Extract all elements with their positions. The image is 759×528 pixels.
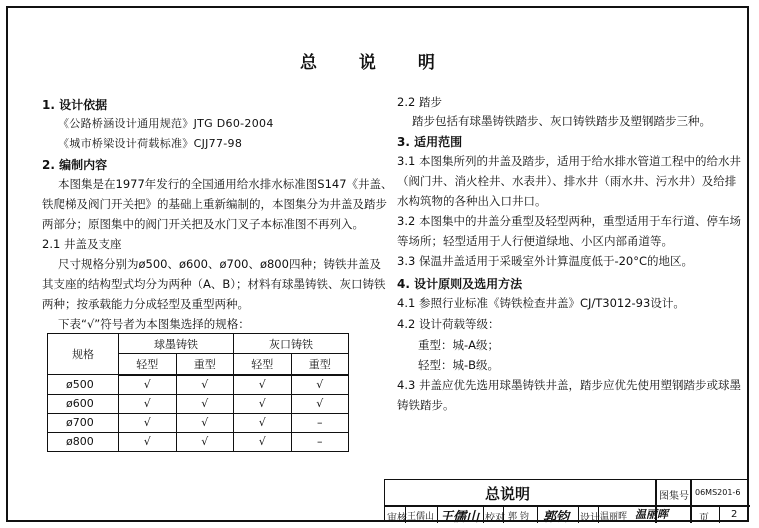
spec-table <box>47 333 349 452</box>
page-title: 总 说 明 <box>300 53 453 73</box>
check-cell: √ <box>176 375 234 395</box>
light-header: 轻型 <box>119 354 177 375</box>
atlas-number: 06MS201-6 <box>695 488 741 497</box>
group-gray-iron-header: 灰口铸铁 <box>234 334 349 354</box>
check-signature: 郭钧 <box>543 510 570 525</box>
section-3-heading: 3. 适用范围 <box>397 135 463 149</box>
section-2-1-line-3: 两种；按承载能力分成轻型及重型两种。 <box>42 297 249 311</box>
check-cell: √ <box>291 394 349 413</box>
page-number: 2 <box>731 509 738 520</box>
check-cell: – <box>291 432 349 451</box>
table-row <box>48 432 349 451</box>
section-2-2-line-1: 踏步包括有球墨铸铁踏步、灰口铸铁踏步及塑钢踏步三种。 <box>412 114 711 128</box>
size-cell: ø700 <box>48 413 119 432</box>
check-cell: √ <box>119 394 177 413</box>
section-3-1-line-3: 水构筑物的各种出入口井口。 <box>397 194 547 208</box>
section-4-heading: 4. 设计原则及选用方法 <box>397 277 523 291</box>
review-name: 王儒山 <box>407 512 435 522</box>
light-header: 轻型 <box>234 354 292 375</box>
design-label: 设计 <box>580 513 600 524</box>
drawing-title: 总说明 <box>485 485 531 503</box>
check-cell: √ <box>176 432 234 451</box>
section-2-line-2: 铁爬梯及阀门开关把》的基础上重新编制的，本图集分为井盖及踏步 <box>42 197 387 211</box>
check-cell: √ <box>234 375 292 395</box>
table-row <box>48 413 349 432</box>
heavy-header: 重型 <box>291 354 349 375</box>
check-cell: √ <box>234 413 292 432</box>
section-2-line-1: 本图集是在1977年发行的全国通用给水排水标准图S147《井盖、 <box>58 177 393 191</box>
review-signature: 王儒山 <box>440 510 480 525</box>
section-4-1-line: 4.1 参照行业标准《铸铁检查井盖》CJ/T3012-93设计。 <box>397 296 685 310</box>
reference-2: 《城市桥梁设计荷载标准》CJJ77-98 <box>58 137 243 150</box>
section-1-heading: 1. 设计依据 <box>42 98 108 112</box>
section-4-3-line-1: 4.3 井盖应优先选用球墨铸铁井盖，踏步应优先使用塑钢踏步或球墨 <box>397 378 741 392</box>
check-cell: √ <box>119 413 177 432</box>
heavy-header: 重型 <box>176 354 234 375</box>
section-3-1-line-1: 3.1 本图集所列的井盖及踏步，适用于给水排水管道工程中的给水井 <box>397 154 741 168</box>
load-level-heavy: 重型：城-A级； <box>418 338 500 352</box>
section-2-2-heading: 2.2 踏步 <box>397 95 442 109</box>
table-row <box>48 375 349 395</box>
check-cell: √ <box>119 375 177 395</box>
section-4-3-line-2: 铸铁踏步。 <box>397 398 455 412</box>
section-3-2-line-1: 3.2 本图集中的井盖分重型及轻型两种，重型适用于车行道、停车场 <box>397 214 741 228</box>
load-level-light: 轻型：城-B级。 <box>418 358 500 372</box>
section-3-2-line-2: 等场所；轻型适用于人行便道绿地、小区内部甬道等。 <box>397 234 673 248</box>
section-2-1-line-2: 其支座的结构型式均分为两种（A、B）；材料有球墨铸铁、灰口铸铁 <box>42 277 386 291</box>
check-cell: √ <box>176 413 234 432</box>
check-cell: √ <box>176 394 234 413</box>
section-2-1-line-1: 尺寸规格分别为ø500、ø600、ø700、ø800四种；铸铁井盖及 <box>58 257 381 271</box>
check-cell: √ <box>234 394 292 413</box>
size-cell: ø600 <box>48 394 119 413</box>
review-label: 审核 <box>387 513 407 524</box>
atlas-label: 图集号 <box>659 491 689 502</box>
size-cell: ø500 <box>48 375 119 395</box>
check-cell: – <box>291 413 349 432</box>
section-3-1-line-2: （阀门井、消火栓井、水表井）、排水井（雨水井、污水井）及给排 <box>397 174 737 188</box>
check-cell: √ <box>234 432 292 451</box>
section-4-2-line: 4.2 设计荷载等级： <box>397 317 500 331</box>
spec-header: 规格 <box>48 334 119 375</box>
reference-1: 《公路桥涵设计通用规范》JTG D60-2004 <box>58 117 274 130</box>
size-cell: ø800 <box>48 432 119 451</box>
table-note: 下表“√”符号者为本图集选择的规格： <box>58 317 250 331</box>
section-2-1-heading: 2.1 井盖及支座 <box>42 237 122 251</box>
title-block <box>384 479 749 525</box>
section-2-line-3: 两部分；原图集中的阀门开关把及水门叉子本标准图不再列入。 <box>42 217 364 231</box>
design-signature: 温丽晖 <box>635 508 668 521</box>
group-ductile-iron-header: 球墨铸铁 <box>119 334 234 354</box>
section-2-heading: 2. 编制内容 <box>42 158 108 172</box>
check-name: 郭 钧 <box>508 512 529 522</box>
check-label: 校对 <box>485 513 505 524</box>
section-3-3-line: 3.3 保温井盖适用于采暖室外计算温度低于-20°C的地区。 <box>397 254 694 268</box>
check-cell: √ <box>119 432 177 451</box>
check-cell: √ <box>291 375 349 395</box>
page-label: 页 <box>699 513 709 524</box>
table-row <box>48 394 349 413</box>
design-name: 温丽晖 <box>600 512 628 522</box>
